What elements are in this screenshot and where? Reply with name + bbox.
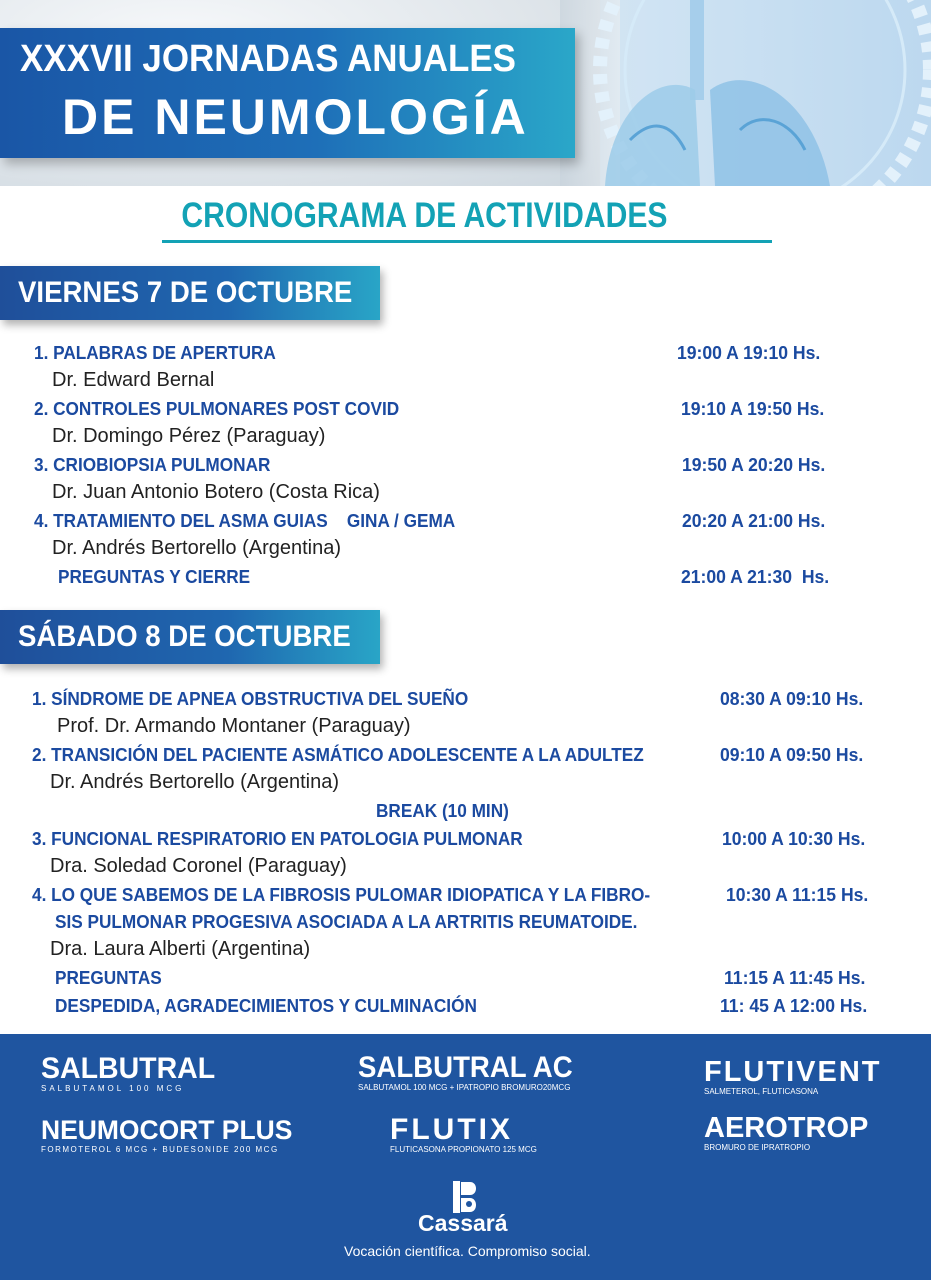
event-title-line2: DE NEUMOLOGÍA (62, 89, 529, 145)
schedule-title: CRONOGRAMA DE ACTIVIDADES (181, 196, 668, 235)
activity-title: 1. SÍNDROME DE APNEA OBSTRUCTIVA DEL SUEÑO (32, 688, 469, 709)
brand-subtitle: FORMOTEROL 6 MCG + BUDESONIDE 200 MCG (41, 1145, 279, 1154)
activity-title: DESPEDIDA, AGRADECIMIENTOS Y CULMINACIÓN (55, 995, 477, 1016)
day-tab-saturday (0, 610, 380, 664)
activity-title: 2. TRANSICIÓN DEL PACIENTE ASMÁTICO ADOLESCENTE A LA ADULTEZ (32, 744, 644, 765)
header-banner (0, 0, 931, 186)
activity-time: 21:00 A 21:30 Hs. (681, 566, 830, 587)
activity-title: 4. LO QUE SABEMOS DE LA FIBROSIS PULOMAR IDIOPATICA Y LA FIBRO- (32, 884, 651, 905)
activity-time: 20:20 A 21:00 Hs. (682, 510, 826, 531)
activity-speaker: Dra. Soledad Coronel (Paraguay) (50, 855, 347, 877)
activity-speaker: Prof. Dr. Armando Montaner (Paraguay) (57, 715, 411, 737)
brand-subtitle: FLUTICASONA PROPIONATO 125 MCG (390, 1145, 537, 1154)
activity-title: 3. FUNCIONAL RESPIRATORIO EN PATOLOGIA PULMONAR (32, 828, 523, 849)
company-slogan: Vocación científica. Compromiso social. (344, 1243, 591, 1259)
activity-time: 11:15 A 11:45 Hs. (724, 967, 866, 988)
activity-title-continued: SIS PULMONAR PROGESIVA ASOCIADA A LA ARTRITIS REUMATOIDE. (55, 911, 638, 932)
day-label-saturday: SÁBADO 8 DE OCTUBRE (18, 620, 351, 653)
brand-subtitle: SALBUTAMOL 100 MCG (41, 1084, 185, 1093)
brand-name: FLUTIVENT (704, 1056, 882, 1088)
activity-speaker: Dr. Andrés Bertorello (Argentina) (52, 537, 342, 559)
brand-name: FLUTIX (390, 1113, 513, 1146)
activity-title: 4. TRATAMIENTO DEL ASMA GUIAS GINA / GEMA (34, 510, 456, 531)
activity-title: 1. PALABRAS DE APERTURA (34, 342, 276, 363)
activity-time: 11: 45 A 12:00 Hs. (720, 995, 868, 1016)
activity-time: 19:50 A 20:20 Hs. (682, 454, 826, 475)
brand-name: NEUMOCORT PLUS (41, 1115, 293, 1145)
activity-title: PREGUNTAS (55, 967, 162, 988)
brand-name: SALBUTRAL (41, 1052, 216, 1085)
activity-time: 09:10 A 09:50 Hs. (720, 744, 864, 765)
brand-flutivent (704, 1057, 882, 1097)
brand-subtitle: BROMURO DE IPRATROPIO (704, 1143, 811, 1152)
brand-neumocort-plus (41, 1115, 298, 1155)
cassara-logo-icon (452, 1180, 478, 1214)
activity-title: 3. CRIOBIOPSIA PULMONAR (34, 454, 271, 475)
activity-time: 10:30 A 11:15 Hs. (726, 884, 869, 905)
activity-speaker: Dr. Edward Bernal (52, 369, 215, 391)
brand-salbutral (41, 1054, 224, 1094)
brand-salbutral-ac (358, 1053, 591, 1093)
activity-speaker: Dr. Domingo Pérez (Paraguay) (52, 425, 326, 447)
brand-aerotrop (704, 1113, 868, 1153)
activity-speaker: Dra. Laura Alberti (Argentina) (50, 938, 311, 960)
brand-subtitle: SALMETEROL, FLUTICASONA (704, 1087, 819, 1096)
brand-name: AEROTROP (704, 1112, 869, 1144)
company-name: Cassará (418, 1210, 508, 1236)
activity-title: PREGUNTAS Y CIERRE (58, 566, 251, 587)
brand-flutix (390, 1115, 537, 1155)
lungs-illustration (590, 0, 931, 186)
day-label-friday: VIERNES 7 DE OCTUBRE (18, 276, 353, 309)
brand-name: SALBUTRAL AC (358, 1051, 573, 1084)
activity-time: 08:30 A 09:10 Hs. (720, 688, 864, 709)
activity-time: 10:00 A 10:30 Hs. (722, 828, 866, 849)
schedule-title-underline (162, 240, 772, 243)
activity-title: 2. CONTROLES PULMONARES POST COVID (34, 398, 400, 419)
activity-time: 19:00 A 19:10 Hs. (677, 342, 821, 363)
activity-speaker: Dr. Juan Antonio Botero (Costa Rica) (52, 481, 380, 503)
event-title-line1: XXXVII JORNADAS ANUALES (20, 38, 516, 80)
activity-time: 19:10 A 19:50 Hs. (681, 398, 825, 419)
day-tab-friday (0, 266, 380, 320)
brand-subtitle: SALBUTAMOL 100 MCG + IPATROPIO BROMURO20MCG (358, 1083, 571, 1092)
activity-speaker: Dr. Andrés Bertorello (Argentina) (50, 771, 340, 793)
break-label: BREAK (10 MIN) (376, 800, 509, 821)
